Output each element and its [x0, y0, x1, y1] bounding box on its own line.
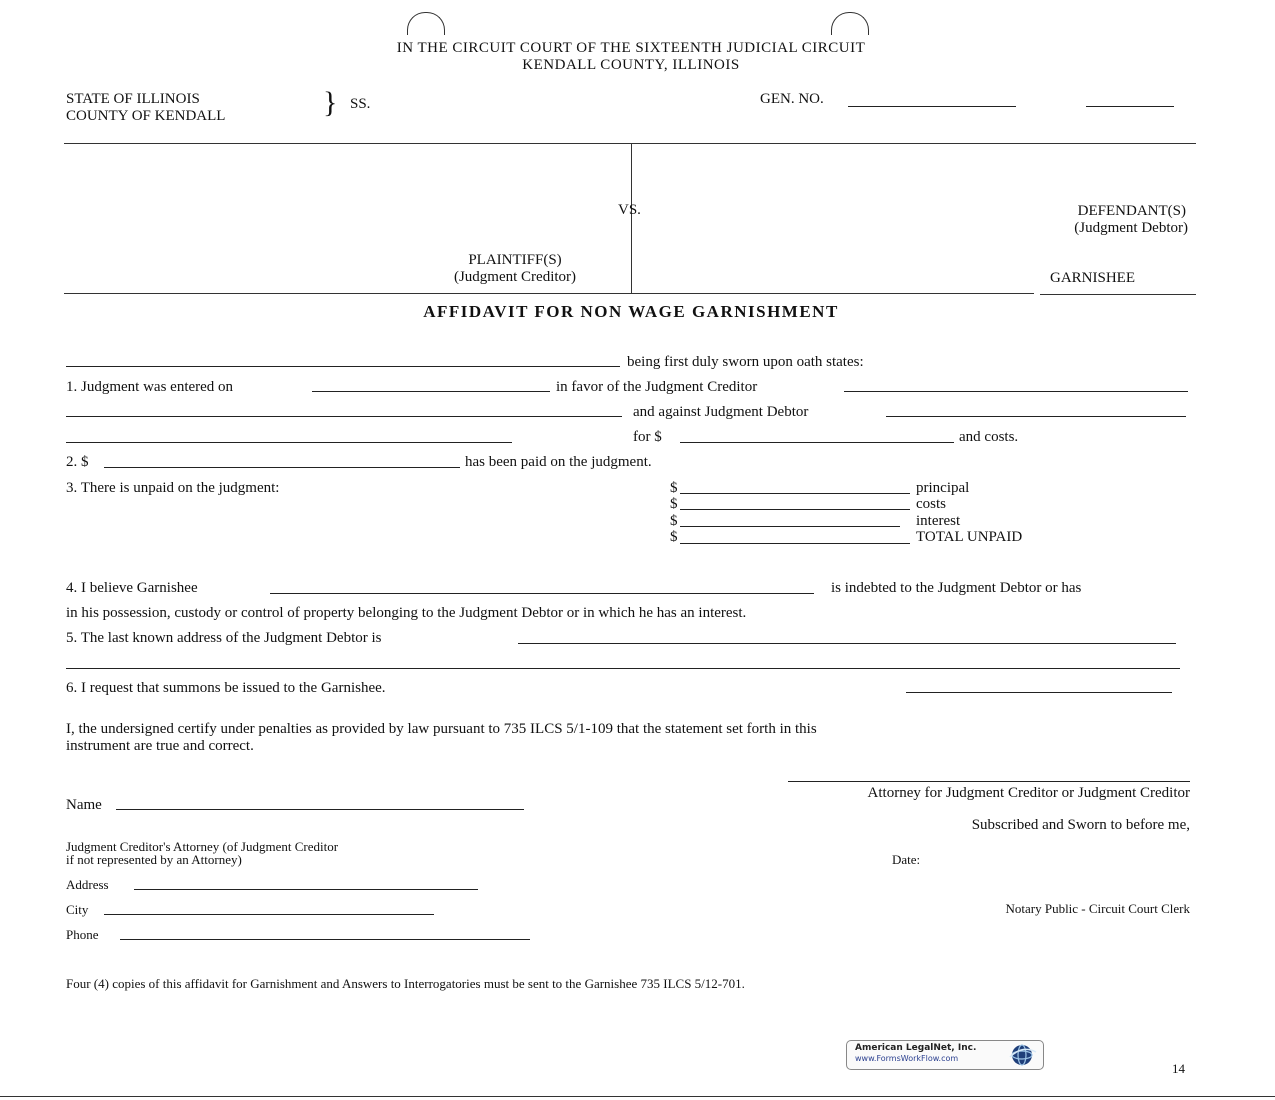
plaintiff-sublabel: (Judgment Creditor) — [453, 269, 577, 285]
binder-hole-left — [407, 12, 445, 35]
costs-field[interactable] — [680, 509, 910, 510]
gen-no-field-2[interactable] — [1086, 106, 1174, 107]
american-legalnet-logo — [846, 1040, 1044, 1070]
caption-bottom-rule — [64, 293, 1034, 294]
sworn-statement: being first duly sworn upon oath states: — [627, 354, 864, 370]
judgment-creditor-field-2[interactable] — [66, 416, 622, 417]
vs-label: VS. — [618, 202, 641, 218]
page-bottom-edge — [0, 1096, 1275, 1097]
plaintiff-label: PLAINTIFF(S) — [468, 252, 562, 268]
certification-line-2: instrument are true and correct. — [66, 738, 254, 754]
judgment-amount-field[interactable] — [680, 442, 954, 443]
item4-indebted-text: is indebted to the Judgment Debtor or has — [831, 580, 1082, 596]
affiant-name-field[interactable] — [66, 366, 620, 367]
name-field[interactable] — [116, 809, 524, 810]
principal-dollar: $ — [670, 480, 678, 496]
address-field[interactable] — [134, 889, 478, 890]
item1-judgment-entered: 1. Judgment was entered on — [66, 379, 234, 395]
total-dollar: $ — [670, 529, 678, 545]
court-heading: IN THE CIRCUIT COURT OF THE SIXTEENTH JUDICIAL CIRCUIT — [396, 40, 866, 56]
logo-website: www.FormsWorkFlow.com — [855, 1054, 959, 1063]
globe-icon — [1005, 1043, 1039, 1067]
costs-label: costs — [916, 496, 946, 512]
address-label: Address — [66, 877, 109, 892]
name-label: Name — [66, 797, 102, 813]
total-unpaid-field[interactable] — [680, 543, 910, 544]
attorney-label-line-1: Judgment Creditor's Attorney (of Judgment Creditor — [66, 839, 339, 854]
interest-label: interest — [916, 513, 961, 529]
item1-and-costs: and costs. — [959, 429, 1019, 445]
city-field[interactable] — [104, 914, 434, 915]
garnishee-label: GARNISHEE — [1050, 270, 1135, 286]
summons-signature-field[interactable] — [906, 692, 1172, 693]
city-label: City — [66, 902, 89, 917]
principal-label: principal — [916, 480, 970, 496]
total-unpaid-label: TOTAL UNPAID — [916, 529, 1023, 545]
notary-label: Notary Public - Circuit Court Clerk — [1005, 901, 1190, 916]
debtor-address-field[interactable] — [518, 643, 1176, 644]
attorney-label-line-2: if not represented by an Attorney) — [66, 852, 242, 867]
item4-garnishee-label: 4. I believe Garnishee — [66, 580, 198, 596]
item4-possession-text: in his possession, custody or control of property belonging to the Judgment Debtor or in which he has an interest. — [66, 605, 747, 621]
item2-paid-text: has been paid on the judgment. — [465, 454, 652, 470]
attorney-caption: Attorney for Judgment Creditor or Judgment Creditor — [867, 785, 1190, 801]
item1-against-debtor: and against Judgment Debtor — [633, 404, 809, 420]
phone-label: Phone — [66, 927, 99, 942]
judgment-date-field[interactable] — [312, 391, 550, 392]
item6-summons-request: 6. I request that summons be issued to the Garnishee. — [66, 680, 386, 696]
item5-address-label: 5. The last known address of the Judgment Debtor is — [66, 630, 382, 646]
attorney-signature-field[interactable] — [788, 781, 1190, 782]
interest-field[interactable] — [680, 526, 900, 527]
judgment-creditor-field[interactable] — [844, 391, 1188, 392]
logo-company-name: American LegalNet, Inc. — [855, 1043, 977, 1053]
garnishee-name-field[interactable] — [270, 593, 814, 594]
judgment-debtor-field[interactable] — [886, 416, 1186, 417]
item3-unpaid-label: 3. There is unpaid on the judgment: — [66, 480, 280, 496]
item1-for-amount: for $ — [633, 429, 662, 445]
subscribed-text: Subscribed and Sworn to before me, — [971, 817, 1190, 833]
gen-no-field[interactable] — [848, 106, 1016, 107]
debtor-address-field-2[interactable] — [66, 668, 1180, 669]
document-title: AFFIDAVIT FOR NON WAGE GARNISHMENT — [423, 302, 839, 321]
state-label: STATE OF ILLINOIS — [66, 91, 200, 107]
item1-in-favor: in favor of the Judgment Creditor — [556, 379, 758, 395]
page-number: 14 — [1172, 1061, 1185, 1076]
defendant-sublabel: (Judgment Debtor) — [1074, 220, 1188, 236]
item2-label: 2. $ — [66, 454, 89, 470]
interest-dollar: $ — [670, 513, 678, 529]
county-heading: KENDALL COUNTY, ILLINOIS — [522, 57, 740, 73]
ss-label: SS. — [350, 96, 371, 112]
garnishee-rule — [1040, 294, 1196, 295]
caption-top-rule — [64, 143, 1196, 144]
county-label: COUNTY OF KENDALL — [66, 108, 226, 124]
caption-brace: } — [323, 86, 338, 119]
costs-dollar: $ — [670, 496, 678, 512]
certification-line-1: I, the undersigned certify under penalties as provided by law pursuant to 735 ILCS 5/1-109 that the statement set forth in this — [66, 721, 817, 737]
principal-field[interactable] — [680, 493, 910, 494]
phone-field[interactable] — [120, 939, 530, 940]
gen-no-label: GEN. NO. — [760, 91, 824, 107]
defendant-label: DEFENDANT(S) — [1077, 203, 1186, 219]
binder-hole-right — [831, 12, 869, 35]
date-label: Date: — [892, 852, 921, 867]
judgment-debtor-field-2[interactable] — [66, 442, 512, 443]
footer-note: Four (4) copies of this affidavit for Garnishment and Answers to Interrogatories must be sent to the Garnishee 735 ILCS 5/12-701. — [66, 976, 745, 991]
amount-paid-field[interactable] — [104, 467, 460, 468]
